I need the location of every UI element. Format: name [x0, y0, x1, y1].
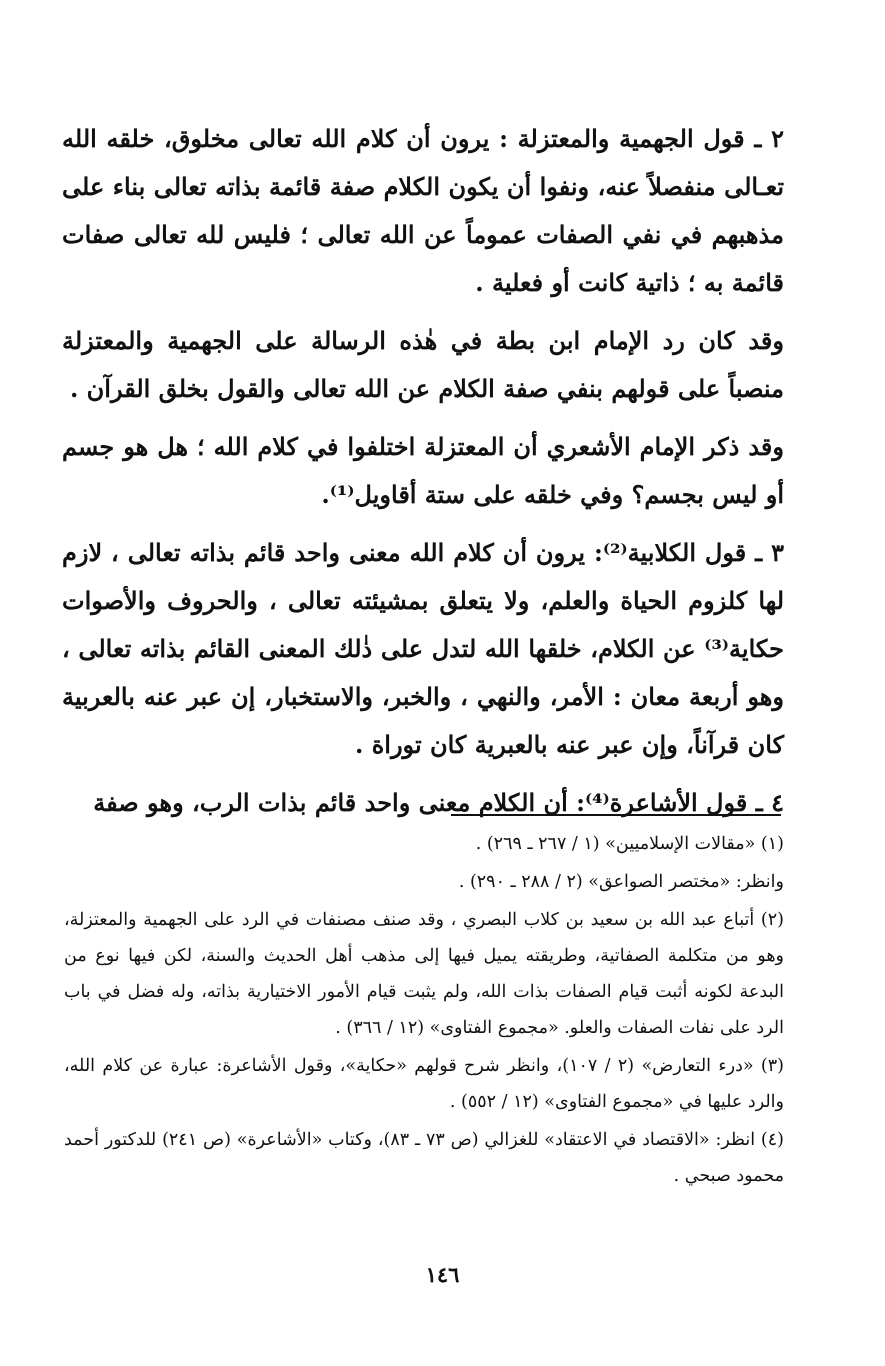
paragraph-ashaira: ٤ ـ قول الأشاعرة⁽⁴⁾: أن الكلام معنى واحد قائم بذات الرب، وهو صفة: [93, 788, 784, 817]
footnote-3: (٣) «درء التعارض» (٢ / ١٠٧)، وانظر شرح قولهم «حكاية»، وقول الأشاعرة: عبارة عن كلام الله، والرد عليها في «مجموع الفتاوى» (١٢ / ٥٥٢) .: [64, 1056, 784, 1112]
paragraph-ashari-report: وقد ذكر الإمام الأشعري أن المعتزلة اختلفوا في كلام الله ؛ هل هو جسم أو ليس بجسم؟ وفي خلقه على ستة أقاويل⁽¹⁾.: [62, 432, 784, 509]
footnote-1: (١) «مقالات الإسلاميين» (١ / ٢٦٧ ـ ٢٦٩) .: [475, 834, 784, 854]
footnote-divider: [451, 814, 781, 816]
paragraph-ibn-batta-reply: وقد كان رد الإمام ابن بطة في هٰذه الرسالة على الجهمية والمعتزلة منصباً على قولهم بنفي صفة الكلام عن الله تعالى والقول بخلق القرآن .: [62, 326, 784, 403]
footnote-1-see-also: وانظر: «مختصر الصواعق» (٢ / ٢٨٨ ـ ٢٩٠) .: [458, 872, 784, 892]
main-text: [62, 115, 784, 837]
page-number: ١٤٦: [425, 1262, 460, 1287]
paragraph-kullabiyya: ٣ ـ قول الكلابية⁽²⁾: يرون أن كلام الله معنى واحد قائم بذاته تعالى ، لازم لها كلزوم الحياة والعلم، ولا يتعلق بمشيئته تعالى ، والحروف والأصوات حكاية⁽³⁾ عن الكلام، خلقها الله لتدل على ذٰلك المعنى القائم بذاته تعالى ، وهو أربعة معان : الأمر، والنهي ، والخبر، والاستخبار، إن عبر عنه بالعربية كان قرآناً، وإن عبر عنه بالعبرية كان توراة .: [62, 538, 784, 759]
footnotes: [64, 826, 784, 1196]
footnote-4: (٤) انظر: «الاقتصاد في الاعتقاد» للغزالي (ص ٧٣ ـ ٨٣)، وكتاب «الأشاعرة» (ص ٢٤١) للدكتور أحمد محمود صبحي .: [64, 1130, 784, 1186]
footnote-2: (٢) أتباع عبد الله بن سعيد بن كلاب البصري ، وقد صنف مصنفات في الرد على الجهمية والمعتزلة، وهو من متكلمة الصفاتية، وطريقته يميل فيها إلى مذهب أهل الحديث والسنة، لكن فيها نوع من البدعة لكونه أثبت قيام الصفات بذات الله، ولم يثبت قيام الأمور الاختيارية بذاته، وله فضل في باب الرد على نفات الصفات والعلو. «مجموع الفتاوى» (١٢ / ٣٦٦) .: [64, 910, 784, 1038]
paragraph-jahmiyya-mutazila: ٢ ـ قول الجهمية والمعتزلة : يرون أن كلام الله تعالى مخلوق، خلقه الله تعـالى منفصلاً عنه، ونفوا أن يكون الكلام صفة قائمة بذاته تعالى بناء على مذهبهم في نفي الصفات عموماً عن الله تعالى ؛ فليس لله تعالى صفات قائمة به ؛ ذاتية كانت أو فعلية .: [62, 124, 784, 297]
